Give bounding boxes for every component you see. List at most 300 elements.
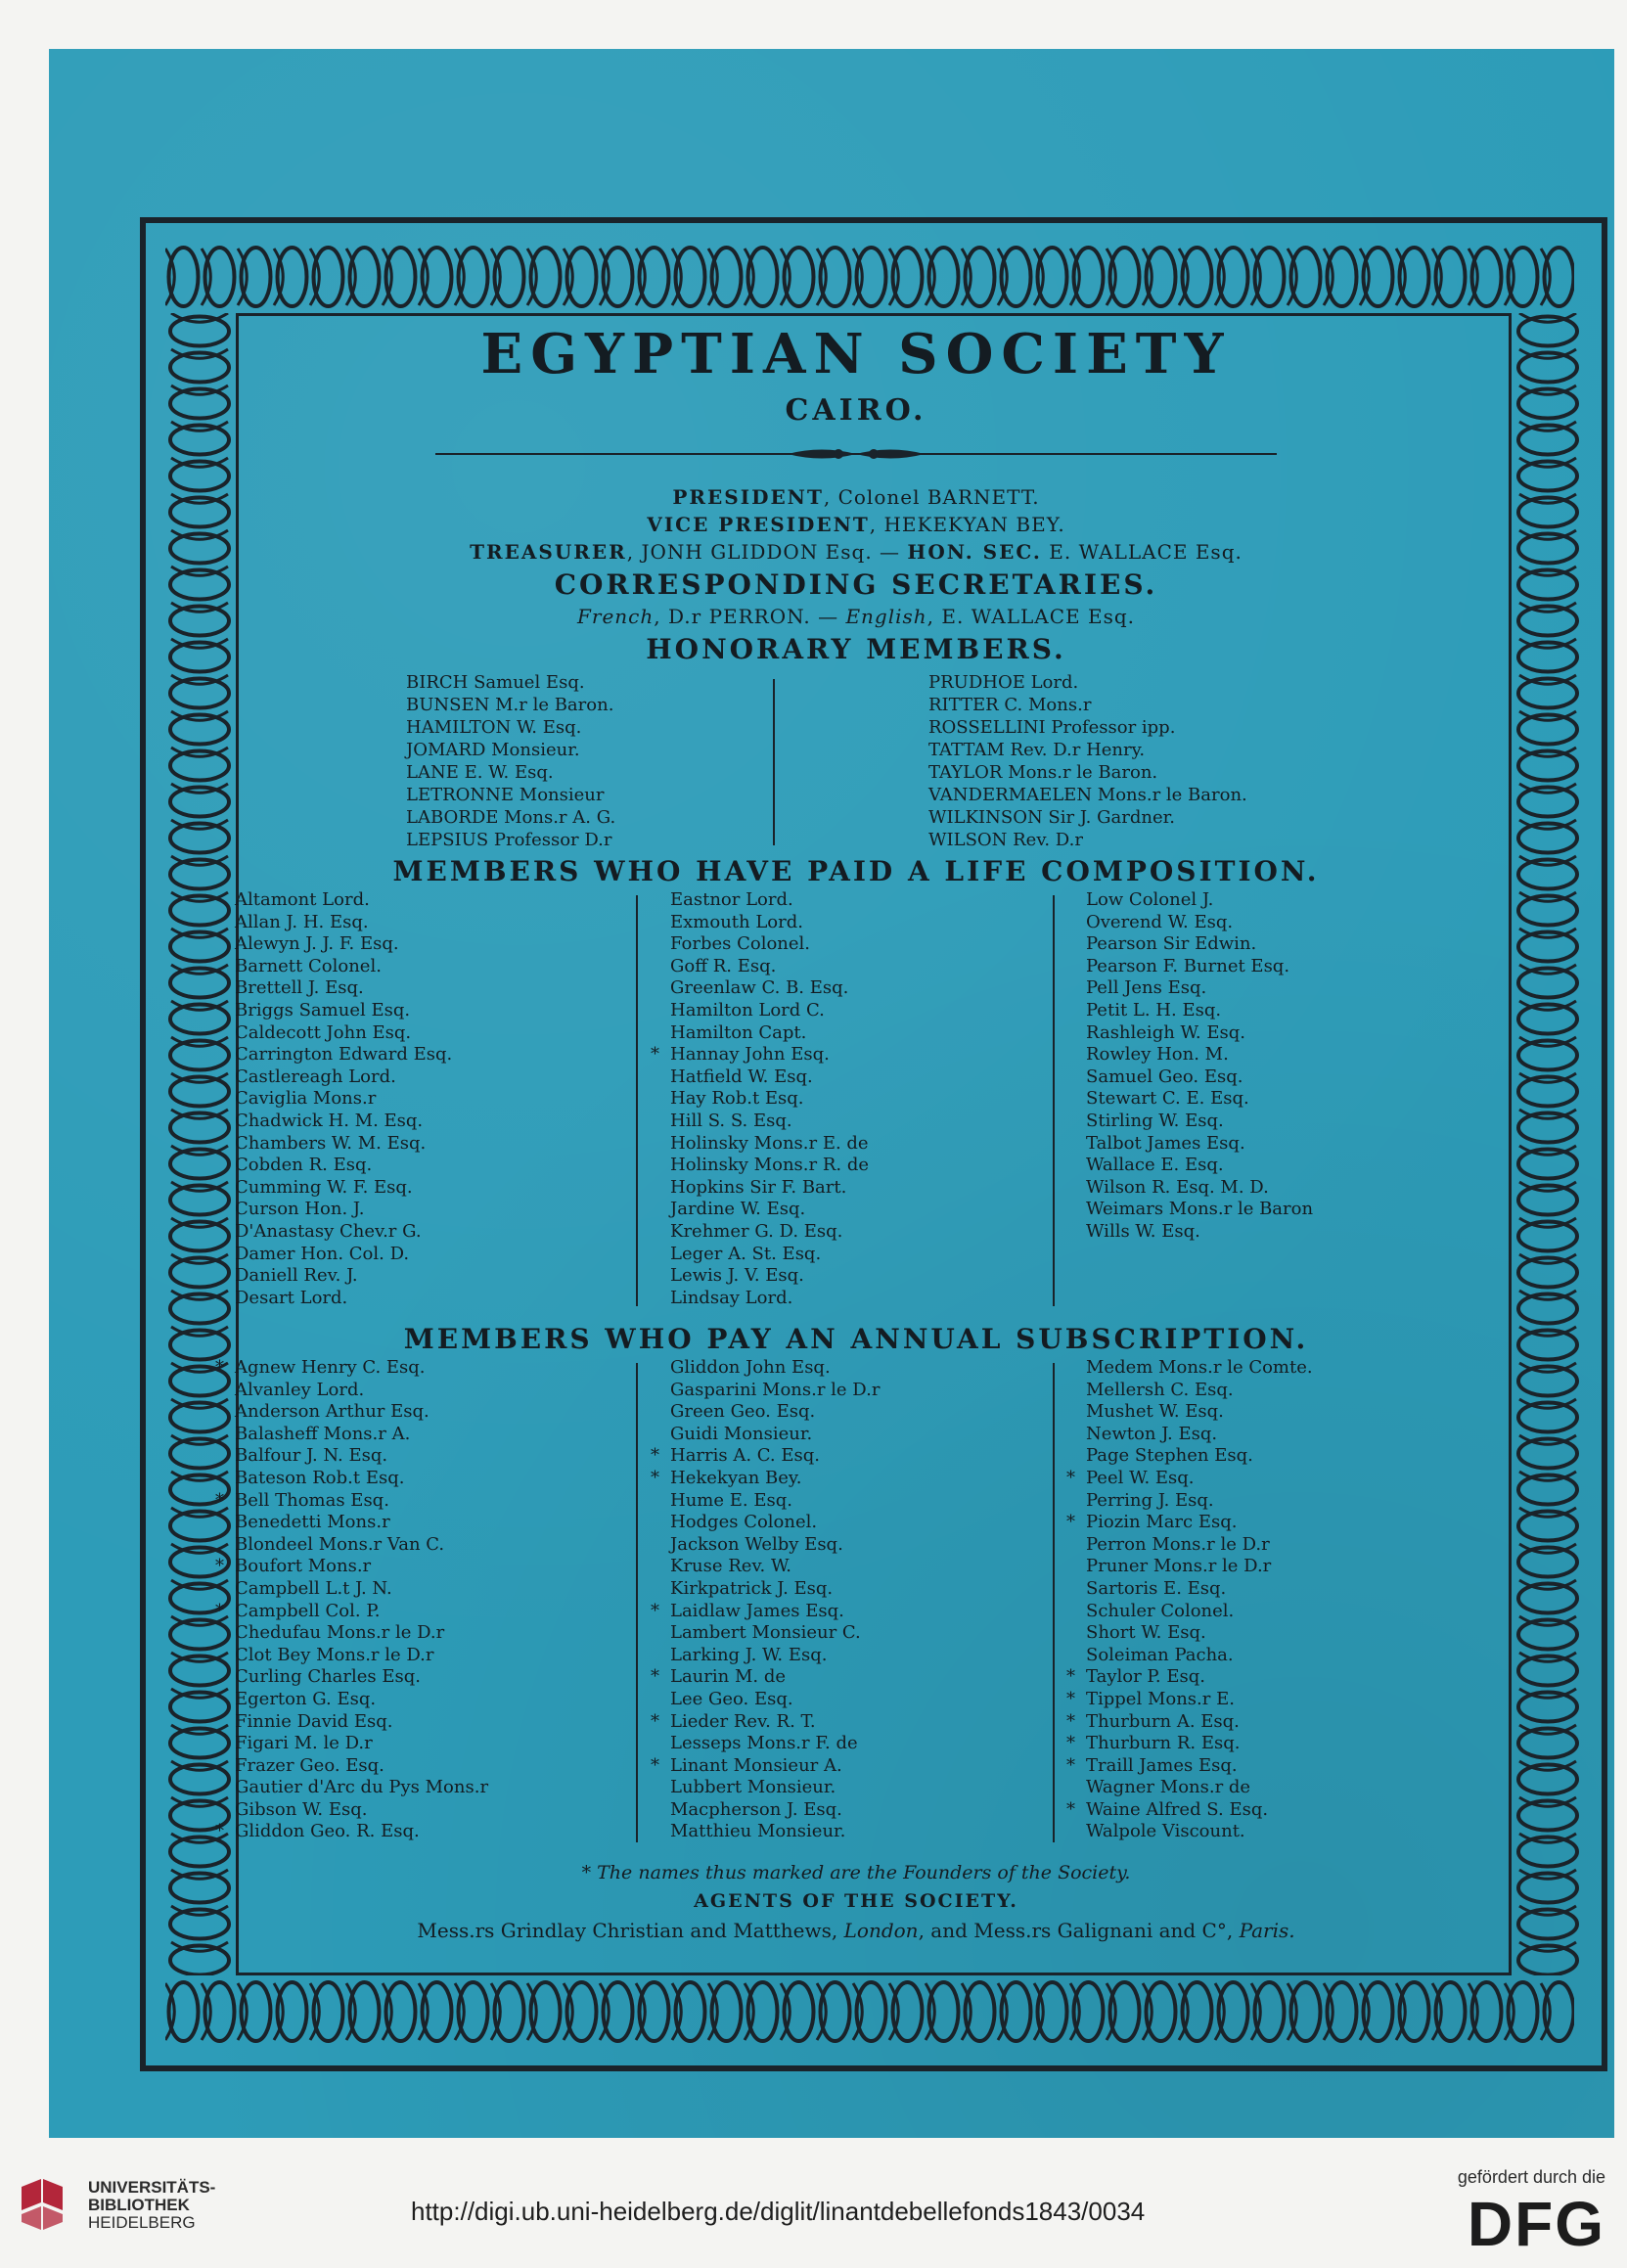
member-entry bbox=[670, 1490, 880, 1513]
member-entry bbox=[1066, 1512, 1313, 1534]
french-secretary: D.r PERRON. bbox=[667, 605, 811, 628]
honorary-member: BUNSEN M.r le Baron. bbox=[406, 695, 614, 715]
member-entry bbox=[1086, 1601, 1313, 1623]
founders-footnote: * The names thus marked are the Founders of the Society. bbox=[581, 1862, 1131, 1883]
library-name bbox=[88, 2179, 215, 2232]
member-name: Balfour J. N. Esq. bbox=[235, 1445, 388, 1467]
member-name: Frazer Geo. Esq. bbox=[235, 1754, 384, 1776]
member-name: D'Anastasy Chev.r G. bbox=[235, 1220, 422, 1242]
honorary-member: TATTAM Rev. D.r Henry. bbox=[928, 740, 1146, 760]
member-name: Larking J. W. Esq. bbox=[670, 1644, 828, 1665]
member-name: Allan J. H. Esq. bbox=[235, 911, 369, 932]
founder-asterisk: * bbox=[1066, 1467, 1075, 1488]
member-name: Hamilton Lord C. bbox=[670, 999, 825, 1021]
member-name: Stewart C. E. Esq. bbox=[1086, 1088, 1249, 1110]
member-entry bbox=[1086, 1490, 1313, 1513]
member-name: Lambert Monsieur C. bbox=[670, 1622, 861, 1644]
french-label: French bbox=[577, 605, 655, 628]
member-name: Anderson Arthur Esq. bbox=[235, 1401, 429, 1423]
member-name: Caldecott John Esq. bbox=[235, 1021, 412, 1043]
member-name: Alvanley Lord. bbox=[235, 1379, 365, 1400]
member-entry bbox=[1086, 1401, 1313, 1424]
member-entry bbox=[235, 1645, 488, 1667]
member-name: Agnew Henry C. Esq. bbox=[235, 1357, 426, 1378]
member-name: Egerton G. Esq. bbox=[235, 1688, 377, 1709]
member-name: Laurin M. de bbox=[670, 1666, 787, 1688]
member-entry bbox=[235, 1155, 452, 1177]
member-name: Peel W. Esq. bbox=[1086, 1467, 1195, 1488]
member-entry bbox=[1066, 1733, 1313, 1755]
member-entry bbox=[670, 1133, 869, 1156]
member-entry bbox=[1086, 1556, 1313, 1578]
founder-asterisk: * bbox=[651, 1754, 659, 1776]
secretary-name: E. WALLACE Esq. bbox=[1049, 540, 1243, 564]
member-entry bbox=[1086, 1155, 1313, 1177]
member-name: Chambers W. M. Esq. bbox=[235, 1132, 427, 1154]
president-label: PRESIDENT bbox=[672, 485, 824, 509]
member-entry bbox=[670, 1512, 880, 1534]
president-name: Colonel BARNETT. bbox=[837, 485, 1040, 509]
member-entry bbox=[235, 1689, 488, 1711]
member-entry bbox=[235, 1733, 488, 1755]
member-entry bbox=[1086, 1199, 1313, 1221]
member-name: Macpherson J. Esq. bbox=[670, 1798, 842, 1820]
member-name: Wagner Mons.r de bbox=[1086, 1777, 1251, 1798]
member-entry bbox=[1086, 1066, 1313, 1089]
member-entry bbox=[235, 1133, 452, 1156]
member-name: Goff R. Esq. bbox=[670, 955, 777, 976]
member-name: Newton J. Esq. bbox=[1086, 1423, 1218, 1444]
agents-messrs-2: Mess.rs bbox=[973, 1919, 1052, 1942]
member-entry bbox=[670, 1556, 880, 1578]
column-divider bbox=[773, 679, 775, 845]
life-column-2 bbox=[651, 889, 869, 1309]
member-name: Caviglia Mons.r bbox=[235, 1088, 377, 1110]
member-name: Desart Lord. bbox=[235, 1287, 348, 1308]
member-name: Waine Alfred S. Esq. bbox=[1086, 1798, 1269, 1820]
honorary-member: PRUDHOE Lord. bbox=[928, 672, 1079, 693]
member-entry bbox=[670, 1066, 869, 1089]
member-name: Gibson W. Esq. bbox=[235, 1798, 368, 1820]
member-entry bbox=[1086, 1777, 1313, 1799]
honorary-member: ROSSELLINI Professor ipp. bbox=[928, 717, 1176, 738]
member-name: Wills W. Esq. bbox=[1086, 1220, 1200, 1242]
member-name: Balasheff Mons.r A. bbox=[235, 1423, 411, 1444]
agents-firm-2: Galignani and C°, bbox=[1057, 1919, 1234, 1942]
member-entry bbox=[235, 1622, 488, 1645]
member-entry bbox=[1086, 1000, 1313, 1022]
agents-messrs-1: Mess.rs bbox=[417, 1919, 495, 1942]
member-entry bbox=[670, 1111, 869, 1133]
member-name: Gasparini Mons.r le D.r bbox=[670, 1379, 881, 1400]
honorary-member: VANDERMAELEN Mons.r le Baron. bbox=[928, 785, 1247, 805]
member-name: Curson Hon. J. bbox=[235, 1199, 365, 1220]
member-entry bbox=[670, 1622, 880, 1645]
member-entry bbox=[670, 1777, 880, 1799]
member-entry bbox=[235, 1265, 452, 1288]
member-name: Hatfield W. Esq. bbox=[670, 1066, 813, 1087]
member-name: Pruner Mons.r le D.r bbox=[1086, 1556, 1272, 1577]
founder-asterisk: * bbox=[215, 1821, 224, 1842]
honorary-member: JOMARD Monsieur. bbox=[406, 740, 580, 760]
honorary-member: LEPSIUS Professor D.r bbox=[406, 830, 612, 850]
member-entry bbox=[670, 977, 869, 1000]
life-column-3 bbox=[1086, 889, 1313, 1244]
honorary-member: TAYLOR Mons.r le Baron. bbox=[928, 762, 1158, 783]
member-entry bbox=[670, 1357, 880, 1380]
member-entry bbox=[670, 1821, 880, 1843]
member-entry bbox=[1086, 1044, 1313, 1066]
document-content bbox=[215, 322, 1477, 1945]
founder-asterisk: * bbox=[1066, 1733, 1075, 1754]
member-entry bbox=[235, 889, 452, 912]
member-entry bbox=[1066, 1467, 1313, 1490]
member-name: Pell Jens Esq. bbox=[1086, 977, 1207, 999]
founder-asterisk: * bbox=[651, 1666, 659, 1688]
member-entry bbox=[235, 1380, 488, 1402]
member-entry bbox=[670, 1380, 880, 1402]
member-name: Short W. Esq. bbox=[1086, 1622, 1206, 1644]
life-members-list bbox=[235, 889, 1477, 1320]
member-name: Bell Thomas Esq. bbox=[235, 1489, 389, 1511]
member-name: Guidi Monsieur. bbox=[670, 1423, 813, 1444]
member-entry bbox=[670, 1799, 880, 1822]
corresponding-heading: CORRESPONDING SECRETARIES. bbox=[554, 568, 1158, 601]
member-entry bbox=[670, 1244, 869, 1266]
founder-asterisk: * bbox=[1066, 1798, 1075, 1820]
member-name: Gliddon Geo. R. Esq. bbox=[235, 1821, 420, 1842]
treasurer-name: JONH GLIDDON Esq. bbox=[641, 540, 873, 564]
vice-president-name: HEKEKYAN BEY. bbox=[883, 513, 1065, 536]
english-label: English bbox=[845, 605, 927, 628]
footer-bar bbox=[0, 2138, 1627, 2268]
member-entry bbox=[235, 1799, 488, 1822]
member-entry bbox=[651, 1600, 880, 1623]
founder-asterisk: * bbox=[651, 1600, 659, 1621]
member-name: Curling Charles Esq. bbox=[235, 1666, 422, 1688]
member-name: Weimars Mons.r le Baron bbox=[1086, 1199, 1314, 1220]
column-divider bbox=[636, 1363, 638, 1842]
founder-asterisk: * bbox=[215, 1489, 224, 1511]
member-entry bbox=[235, 1199, 452, 1221]
founder-asterisk: * bbox=[215, 1357, 224, 1378]
member-entry bbox=[1086, 1088, 1313, 1111]
member-entry bbox=[651, 1445, 880, 1468]
braid-border-bottom bbox=[165, 1975, 1582, 2048]
member-name: Pearson Sir Edwin. bbox=[1086, 933, 1257, 955]
member-entry bbox=[235, 1666, 488, 1689]
member-entry bbox=[1066, 1688, 1313, 1711]
member-name: Lewis J. V. Esq. bbox=[670, 1265, 804, 1287]
member-entry bbox=[651, 1666, 880, 1689]
member-name: Boufort Mons.r bbox=[235, 1556, 372, 1577]
member-name: Hekekyan Bey. bbox=[670, 1467, 802, 1488]
member-entry bbox=[1086, 1111, 1313, 1133]
document-title: EGYPTIAN SOCIETY bbox=[480, 322, 1232, 386]
member-name: Sartoris E. Esq. bbox=[1086, 1577, 1227, 1599]
member-name: Benedetti Mons.r bbox=[235, 1512, 390, 1533]
vice-president-label: VICE PRESIDENT bbox=[647, 513, 870, 536]
agents-line bbox=[235, 1916, 1477, 1945]
founder-asterisk: * bbox=[1066, 1754, 1075, 1776]
member-entry bbox=[235, 1066, 452, 1089]
honorary-members-list bbox=[406, 671, 1306, 852]
member-entry bbox=[670, 889, 869, 912]
braid-border-left bbox=[163, 313, 236, 1975]
member-name: Hume E. Esq. bbox=[670, 1489, 792, 1511]
founder-asterisk: * bbox=[1066, 1688, 1075, 1709]
honorary-member: LETRONNE Monsieur bbox=[406, 785, 605, 805]
sponsor-label: gefördert durch die bbox=[1457, 2167, 1605, 2187]
agents-city-1: London bbox=[843, 1919, 919, 1942]
member-name: Kruse Rev. W. bbox=[670, 1556, 792, 1577]
member-name: Rashleigh W. Esq. bbox=[1086, 1021, 1245, 1043]
member-entry bbox=[670, 1689, 880, 1711]
member-name: Matthieu Monsieur. bbox=[670, 1821, 846, 1842]
member-name: Hay Rob.t Esq. bbox=[670, 1088, 804, 1110]
member-name: Perron Mons.r le D.r bbox=[1086, 1533, 1270, 1555]
braid-border-right bbox=[1512, 313, 1584, 1975]
member-entry bbox=[235, 1468, 488, 1490]
member-entry bbox=[215, 1556, 488, 1578]
member-entry bbox=[1086, 1445, 1313, 1468]
document-sheet bbox=[49, 49, 1614, 2138]
member-entry bbox=[235, 1111, 452, 1133]
member-name: Hannay John Esq. bbox=[670, 1044, 830, 1066]
annual-members-list bbox=[215, 1357, 1477, 1851]
member-entry bbox=[235, 1022, 452, 1045]
honorary-member: LANE E. W. Esq. bbox=[406, 762, 554, 783]
member-name: Harris A. C. Esq. bbox=[670, 1445, 820, 1467]
member-name: Bateson Rob.t Esq. bbox=[235, 1467, 405, 1488]
member-name: Taylor P. Esq. bbox=[1086, 1666, 1205, 1688]
member-entry bbox=[670, 956, 869, 978]
ornamental-rule bbox=[435, 444, 1277, 464]
member-name: Soleiman Pacha. bbox=[1086, 1644, 1234, 1665]
founder-asterisk: * bbox=[1066, 1710, 1075, 1732]
honorary-member: RITTER C. Mons.r bbox=[928, 695, 1092, 715]
member-name: Exmouth Lord. bbox=[670, 911, 803, 932]
library-logo-icon bbox=[18, 2177, 67, 2232]
member-name: Kirkpatrick J. Esq. bbox=[670, 1577, 834, 1599]
honorary-member: BIRCH Samuel Esq. bbox=[406, 672, 585, 693]
honorary-member: LABORDE Mons.r A. G. bbox=[406, 807, 616, 828]
honorary-member: WILSON Rev. D.r bbox=[928, 830, 1083, 850]
member-entry bbox=[1066, 1666, 1313, 1689]
member-entry bbox=[670, 1177, 869, 1200]
founder-asterisk: * bbox=[651, 1445, 659, 1467]
member-name: Holinsky Mons.r R. de bbox=[670, 1155, 869, 1176]
member-name: Damer Hon. Col. D. bbox=[235, 1243, 410, 1264]
founder-asterisk: * bbox=[651, 1044, 659, 1066]
member-entry bbox=[670, 1000, 869, 1022]
member-name: Daniell Rev. J. bbox=[235, 1265, 358, 1287]
member-entry bbox=[1086, 956, 1313, 978]
member-entry bbox=[235, 956, 452, 978]
member-entry bbox=[670, 1534, 880, 1557]
dfg-logo: DFG bbox=[1467, 2189, 1605, 2259]
honorary-heading: HONORARY MEMBERS. bbox=[646, 633, 1066, 665]
member-name: Perring J. Esq. bbox=[1086, 1489, 1214, 1511]
member-entry bbox=[215, 1821, 488, 1843]
member-entry bbox=[1086, 1022, 1313, 1045]
member-name: Wallace E. Esq. bbox=[1086, 1155, 1224, 1176]
agents-heading: AGENTS OF THE SOCIETY. bbox=[694, 1890, 1018, 1912]
member-entry bbox=[235, 977, 452, 1000]
library-name-line-3: HEIDELBERG bbox=[88, 2213, 196, 2232]
member-entry bbox=[1086, 1534, 1313, 1557]
member-entry bbox=[1086, 1221, 1313, 1244]
member-entry bbox=[1086, 977, 1313, 1000]
member-entry bbox=[670, 912, 869, 934]
member-entry bbox=[215, 1600, 488, 1623]
member-entry bbox=[1086, 1578, 1313, 1601]
member-entry bbox=[235, 1711, 488, 1734]
member-entry bbox=[235, 1755, 488, 1778]
member-name: Leger A. St. Esq. bbox=[670, 1243, 822, 1264]
document-subtitle: CAIRO. bbox=[785, 393, 927, 428]
honorary-column-left bbox=[406, 671, 615, 851]
member-name: Figari M. le D.r bbox=[235, 1733, 373, 1754]
member-entry bbox=[670, 1578, 880, 1601]
member-entry bbox=[235, 1244, 452, 1266]
member-name: Medem Mons.r le Comte. bbox=[1086, 1357, 1313, 1378]
member-name: Jardine W. Esq. bbox=[670, 1199, 806, 1220]
member-name: Schuler Colonel. bbox=[1086, 1600, 1235, 1621]
member-name: Castlereagh Lord. bbox=[235, 1066, 396, 1087]
braid-border-top bbox=[165, 241, 1582, 313]
member-entry bbox=[1086, 1133, 1313, 1156]
member-entry bbox=[235, 1177, 452, 1200]
member-entry bbox=[670, 1022, 869, 1045]
member-entry bbox=[670, 1221, 869, 1244]
column-divider bbox=[1053, 895, 1055, 1306]
member-entry bbox=[235, 1445, 488, 1468]
member-name: Lindsay Lord. bbox=[670, 1287, 793, 1308]
member-entry bbox=[1066, 1754, 1313, 1778]
member-name: Clot Bey Mons.r le D.r bbox=[235, 1644, 434, 1665]
member-entry bbox=[670, 1265, 869, 1288]
member-name: Walpole Viscount. bbox=[1086, 1821, 1245, 1842]
member-entry bbox=[670, 1288, 869, 1310]
member-name: Thurburn R. Esq. bbox=[1086, 1733, 1241, 1754]
member-entry bbox=[651, 1754, 880, 1778]
member-entry bbox=[1086, 912, 1313, 934]
member-entry bbox=[235, 1578, 488, 1601]
agents-joiner: , and bbox=[918, 1919, 968, 1942]
member-name: Green Geo. Esq. bbox=[670, 1401, 816, 1423]
library-name-line-1: UNIVERSITÄTS- bbox=[88, 2178, 216, 2197]
member-name: Altamont Lord. bbox=[235, 889, 370, 910]
member-name: Hamilton Capt. bbox=[670, 1021, 807, 1043]
library-name-line-2: BIBLIOTHEK bbox=[88, 2196, 190, 2214]
member-entry bbox=[670, 1733, 880, 1755]
founder-asterisk: * bbox=[215, 1556, 224, 1577]
member-name: Mushet W. Esq. bbox=[1086, 1401, 1224, 1423]
member-entry bbox=[235, 933, 452, 956]
member-name: Linant Monsieur A. bbox=[670, 1754, 842, 1776]
member-entry bbox=[235, 1000, 452, 1022]
member-entry bbox=[1086, 1177, 1313, 1200]
member-entry bbox=[670, 1401, 880, 1424]
vice-president-line: VICE PRESIDENT, HEKEKYAN BEY. bbox=[647, 513, 1065, 536]
member-name: Chadwick H. M. Esq. bbox=[235, 1110, 424, 1131]
member-name: Samuel Geo. Esq. bbox=[1086, 1066, 1243, 1087]
agents-firm-1: Grindlay Christian and Matthews, bbox=[500, 1919, 838, 1942]
member-entry bbox=[670, 933, 869, 956]
member-entry bbox=[1086, 1821, 1313, 1843]
member-name: Petit L. H. Esq. bbox=[1086, 999, 1222, 1021]
annual-column-3 bbox=[1066, 1357, 1313, 1843]
english-secretary: E. WALLACE Esq. bbox=[941, 605, 1135, 628]
member-entry bbox=[1086, 1357, 1313, 1380]
member-entry bbox=[670, 1155, 869, 1177]
member-entry bbox=[235, 1512, 488, 1534]
member-entry bbox=[670, 1424, 880, 1446]
member-name: Overend W. Esq. bbox=[1086, 911, 1234, 932]
founder-asterisk: * bbox=[215, 1600, 224, 1621]
member-name: Forbes Colonel. bbox=[670, 933, 811, 955]
member-name: Hodges Colonel. bbox=[670, 1512, 818, 1533]
annual-column-1 bbox=[215, 1357, 489, 1843]
column-divider bbox=[636, 895, 638, 1306]
member-name: Cobden R. Esq. bbox=[235, 1155, 373, 1176]
agents-city-2: Paris. bbox=[1239, 1919, 1295, 1942]
member-name: Stirling W. Esq. bbox=[1086, 1110, 1224, 1131]
member-entry bbox=[651, 1710, 880, 1734]
member-entry bbox=[235, 1401, 488, 1424]
member-entry bbox=[235, 1088, 452, 1111]
member-name: Mellersh C. Esq. bbox=[1086, 1379, 1234, 1400]
member-name: Rowley Hon. M. bbox=[1086, 1044, 1229, 1066]
member-name: Lee Geo. Esq. bbox=[670, 1688, 793, 1709]
member-name: Gautier d'Arc du Pys Mons.r bbox=[235, 1777, 489, 1798]
member-entry bbox=[1066, 1798, 1313, 1822]
member-name: Hill S. S. Esq. bbox=[670, 1110, 792, 1131]
corresponding-line: French, D.r PERRON. — English, E. WALLACE Esq. bbox=[577, 605, 1135, 628]
member-name: Lubbert Monsieur. bbox=[670, 1777, 836, 1798]
member-name: Blondeel Mons.r Van C. bbox=[235, 1533, 445, 1555]
member-name: Lesseps Mons.r F. de bbox=[670, 1733, 858, 1754]
member-entry bbox=[235, 1044, 452, 1066]
member-name: Campbell L.t J. N. bbox=[235, 1577, 392, 1599]
annual-members-heading: MEMBERS WHO PAY AN ANNUAL SUBSCRIPTION. bbox=[403, 1323, 1309, 1355]
founder-asterisk: * bbox=[1066, 1512, 1075, 1533]
treasurer-label: TREASURER bbox=[470, 540, 627, 564]
member-entry bbox=[215, 1357, 488, 1380]
member-entry bbox=[235, 1424, 488, 1446]
secretary-label: HON. SEC. bbox=[907, 540, 1042, 564]
member-entry bbox=[235, 912, 452, 934]
member-name: Barnett Colonel. bbox=[235, 955, 382, 976]
member-name: Jackson Welby Esq. bbox=[670, 1533, 843, 1555]
column-divider bbox=[1053, 1363, 1055, 1842]
member-entry bbox=[1066, 1710, 1313, 1734]
member-entry bbox=[670, 1088, 869, 1111]
member-entry bbox=[1086, 1645, 1313, 1667]
honorary-member: WILKINSON Sir J. Gardner. bbox=[928, 807, 1175, 828]
permalink-url[interactable]: http://digi.ub.uni-heidelberg.de/diglit/linantdebellefonds1843/0034 bbox=[411, 2197, 1146, 2226]
member-name: Briggs Samuel Esq. bbox=[235, 999, 411, 1021]
member-name: Greenlaw C. B. Esq. bbox=[670, 977, 849, 999]
member-name: Page Stephen Esq. bbox=[1086, 1445, 1253, 1467]
member-entry bbox=[215, 1489, 488, 1513]
member-name: Krehmer G. D. Esq. bbox=[670, 1220, 843, 1242]
life-members-heading: MEMBERS WHO HAVE PAID A LIFE COMPOSITION. bbox=[392, 855, 1320, 887]
member-entry bbox=[235, 1288, 452, 1310]
member-name: Chedufau Mons.r le D.r bbox=[235, 1622, 445, 1644]
member-entry bbox=[651, 1044, 869, 1066]
